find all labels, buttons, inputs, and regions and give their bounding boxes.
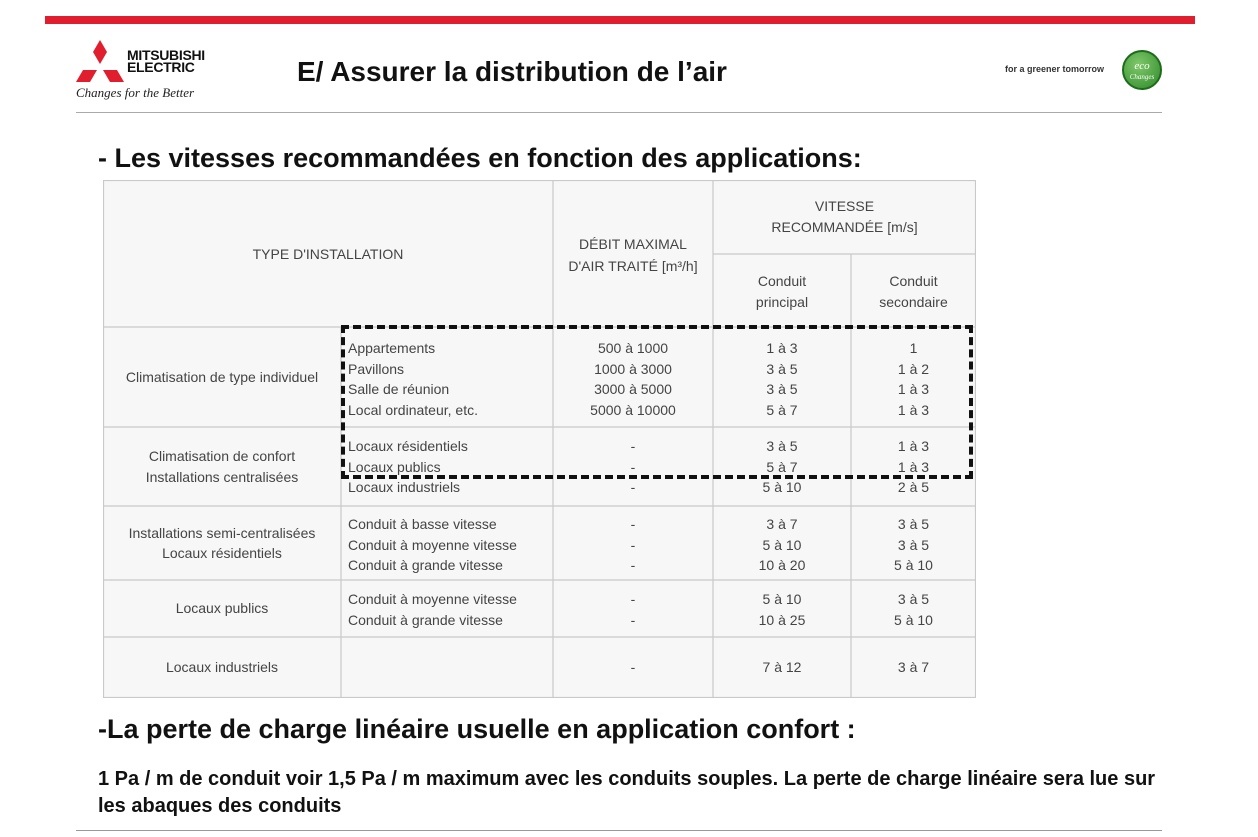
debit-cell: 3000 à 5000 bbox=[594, 381, 672, 397]
secondaire-cell: 2 à 5 bbox=[897, 479, 930, 495]
principal-cell: 5 à 10 bbox=[762, 591, 802, 607]
section-heading-perte-de-charge: -La perte de charge linéaire usuelle en application confort : bbox=[98, 714, 856, 744]
perte-de-charge-text: 1 Pa / m de conduit voir 1,5 Pa / m maximum avec les conduits souples. La perte de charge linéaire sera lue sur les abaques des conduits bbox=[98, 768, 1156, 817]
category-label: Locaux publics bbox=[175, 600, 269, 617]
debit-cell: 500 à 1000 bbox=[597, 340, 669, 356]
principal-cell: 5 à 7 bbox=[766, 401, 798, 418]
debit-cell: 1000 à 3000 bbox=[594, 360, 672, 377]
secondaire-cell: 3 à 5 bbox=[897, 536, 930, 553]
mitsubishi-logo bbox=[76, 40, 236, 104]
category-label: Climatisation de confort bbox=[148, 448, 296, 464]
application-cell: Conduit à basse vitesse bbox=[348, 516, 497, 532]
category-label: Installations semi-centralisées bbox=[128, 524, 316, 541]
category-label: Locaux résidentiels bbox=[162, 545, 282, 561]
header-vitesse-line1: VITESSE bbox=[814, 198, 875, 214]
highlight-dashed-box bbox=[341, 325, 973, 479]
debit-cell: - bbox=[630, 591, 636, 607]
principal-cell: 3 à 5 bbox=[766, 360, 798, 377]
green-tagline: for a greener tomorrow bbox=[1005, 64, 1105, 74]
slide-title: E/ Assurer la distribution de l’air bbox=[297, 56, 727, 87]
application-cell: Pavillons bbox=[348, 360, 405, 377]
application-cell: Conduit à grande vitesse bbox=[348, 611, 503, 628]
header-secondaire-line1: Conduit bbox=[889, 273, 938, 289]
principal-cell: 5 à 10 bbox=[762, 479, 802, 495]
debit-cell: - bbox=[630, 659, 636, 675]
principal-cell: 10 à 25 bbox=[758, 611, 806, 628]
debit-cell: - bbox=[630, 536, 636, 553]
application-cell: Locaux publics bbox=[348, 458, 441, 475]
debit-cell: 5000 à 10000 bbox=[590, 401, 676, 418]
principal-cell: 3 à 5 bbox=[766, 381, 798, 397]
header-debit-line2: D'AIR TRAITÉ [m³/h] bbox=[568, 258, 698, 274]
principal-cell: 3 à 5 bbox=[766, 438, 798, 454]
logo-line1: MITSUBISHI bbox=[127, 47, 205, 63]
secondaire-cell: 5 à 10 bbox=[894, 611, 933, 628]
debit-cell: - bbox=[630, 611, 636, 628]
secondaire-cell: 1 bbox=[909, 340, 918, 356]
principal-cell: 7 à 12 bbox=[762, 659, 802, 675]
debit-cell: - bbox=[630, 557, 636, 573]
application-cell: Local ordinateur, etc. bbox=[348, 401, 478, 418]
debit-cell: - bbox=[630, 438, 636, 454]
header-secondaire-line2: secondaire bbox=[879, 294, 948, 310]
principal-cell: 10 à 20 bbox=[758, 557, 806, 573]
header-debit-line1: DÉBIT MAXIMAL bbox=[579, 236, 687, 252]
application-cell: Locaux résidentiels bbox=[348, 438, 468, 454]
logo-wordmark bbox=[127, 49, 205, 73]
top-accent-bar bbox=[45, 16, 1195, 24]
secondaire-cell: 1 à 3 bbox=[897, 381, 930, 397]
secondaire-cell: 3 à 5 bbox=[897, 591, 930, 607]
section-heading-vitesses: - Les vitesses recommandées en fonction des applications: bbox=[98, 143, 862, 173]
eco-badge-top: eco bbox=[1134, 60, 1150, 72]
header-type-installation: TYPE D'INSTALLATION bbox=[252, 246, 404, 262]
category-label: Climatisation de type individuel bbox=[125, 368, 319, 385]
application-cell: Salle de réunion bbox=[348, 381, 450, 397]
eco-changes-badge bbox=[1122, 50, 1162, 90]
application-cell: Appartements bbox=[348, 340, 436, 356]
logo-tagline: Changes for the Better bbox=[76, 85, 195, 100]
debit-cell: - bbox=[630, 479, 636, 495]
category-label: Locaux industriels bbox=[165, 659, 279, 676]
principal-cell: 3 à 7 bbox=[766, 516, 798, 532]
secondaire-cell: 3 à 5 bbox=[897, 516, 930, 532]
debit-cell: - bbox=[630, 516, 636, 532]
principal-cell: 5 à 7 bbox=[766, 458, 798, 475]
three-diamonds-icon bbox=[76, 40, 124, 82]
logo-line2: ELECTRIC bbox=[127, 59, 195, 75]
footer-divider bbox=[76, 830, 1162, 831]
secondaire-cell: 1 à 2 bbox=[897, 360, 930, 377]
secondaire-cell: 5 à 10 bbox=[894, 557, 933, 573]
principal-cell: 5 à 10 bbox=[762, 536, 802, 553]
application-cell: Conduit à grande vitesse bbox=[348, 557, 503, 573]
debit-cell: - bbox=[630, 458, 636, 475]
application-cell: Locaux industriels bbox=[348, 479, 461, 495]
header-principal-line2: principal bbox=[755, 294, 809, 310]
application-cell: Conduit à moyenne vitesse bbox=[348, 591, 517, 607]
header-divider bbox=[76, 112, 1162, 113]
secondaire-cell: 1 à 3 bbox=[897, 458, 930, 475]
secondaire-cell: 3 à 7 bbox=[897, 659, 930, 675]
application-cell: Conduit à moyenne vitesse bbox=[348, 536, 517, 553]
secondaire-cell: 1 à 3 bbox=[897, 401, 930, 418]
category-label: Installations centralisées bbox=[145, 468, 299, 485]
eco-badge-bottom: Changes bbox=[1129, 73, 1155, 81]
principal-cell: 1 à 3 bbox=[766, 340, 798, 356]
secondaire-cell: 1 à 3 bbox=[897, 438, 930, 454]
header-principal-line1: Conduit bbox=[757, 273, 807, 289]
header-vitesse-line2: RECOMMANDÉE [m/s] bbox=[771, 219, 918, 235]
